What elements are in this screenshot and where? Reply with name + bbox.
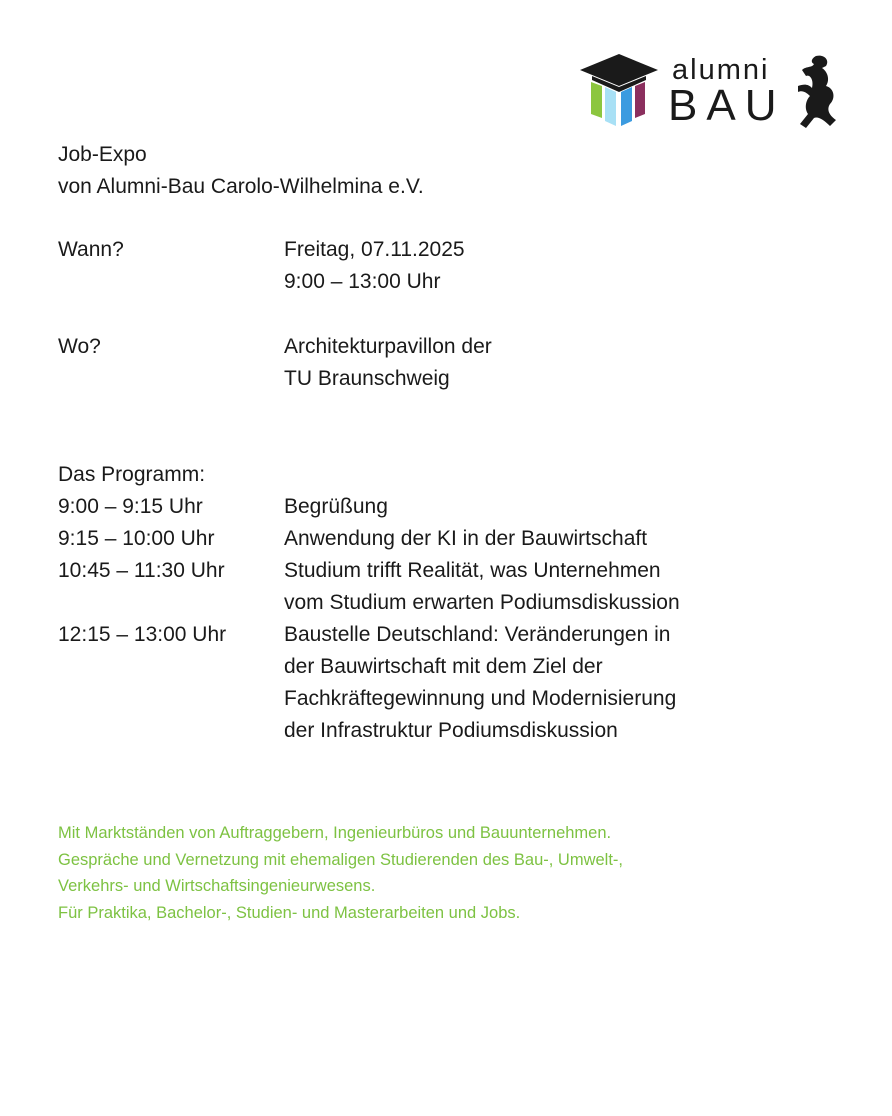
program-topic: Anwendung der KI in der Bauwirtschaft (284, 527, 648, 550)
program-item (58, 523, 818, 555)
program-time: 9:00 – 9:15 Uhr (58, 495, 203, 518)
venue-line-1: Architekturpavillon der (284, 335, 492, 358)
program-time: 10:45 – 11:30 Uhr (58, 559, 225, 582)
program-item (58, 555, 818, 619)
program-topic: der Infrastruktur Podiumsdiskussion (284, 719, 618, 742)
alumni-bau-logo (578, 52, 840, 132)
note-line: Gespräche und Vernetzung mit ehemaligen Studierenden des Bau-, Umwelt-, (58, 850, 623, 869)
lion-crest-icon (796, 54, 840, 130)
event-time: 9:00 – 13:00 Uhr (284, 270, 441, 293)
event-title: Job-Expo (58, 143, 147, 166)
logo-word-alumni: alumni (672, 54, 770, 86)
program-topic: Studium trifft Realität, was Unternehmen (284, 559, 661, 582)
program-topic: Fachkräftegewinnung und Modernisierung (284, 687, 677, 710)
program-time: 12:15 – 13:00 Uhr (58, 623, 227, 646)
note-line: Für Praktika, Bachelor-, Studien- und Masterarbeiten und Jobs. (58, 903, 521, 922)
program-item (58, 619, 818, 747)
program-section (58, 459, 818, 747)
graduation-cap-icon (578, 52, 660, 132)
program-topic: vom Studium erwarten Podiumsdiskussion (284, 591, 680, 614)
logo-word-bau: BAU (668, 81, 786, 130)
note-line: Mit Marktständen von Auftraggebern, Ingenieurbüros und Bauunternehmen. (58, 824, 612, 842)
when-label: Wann? (58, 238, 124, 261)
program-title: Das Programm: (58, 463, 206, 486)
event-organizer: von Alumni-Bau Carolo-Wilhelmina e.V. (58, 175, 424, 198)
event-header (58, 139, 424, 203)
program-topic: Begrüßung (284, 495, 388, 518)
event-date: Freitag, 07.11.2025 (284, 238, 465, 261)
where-section (58, 331, 818, 395)
program-time: 9:15 – 10:00 Uhr (58, 527, 215, 550)
event-notes (58, 820, 623, 926)
program-topic: Baustelle Deutschland: Veränderungen in (284, 623, 671, 646)
program-item (58, 491, 818, 523)
note-line: Verkehrs- und Wirtschaftsingenieurwesens. (58, 877, 376, 895)
program-topic: der Bauwirtschaft mit dem Ziel der (284, 655, 603, 678)
when-section (58, 234, 818, 298)
where-label: Wo? (58, 335, 101, 358)
venue-line-2: TU Braunschweig (284, 367, 450, 390)
